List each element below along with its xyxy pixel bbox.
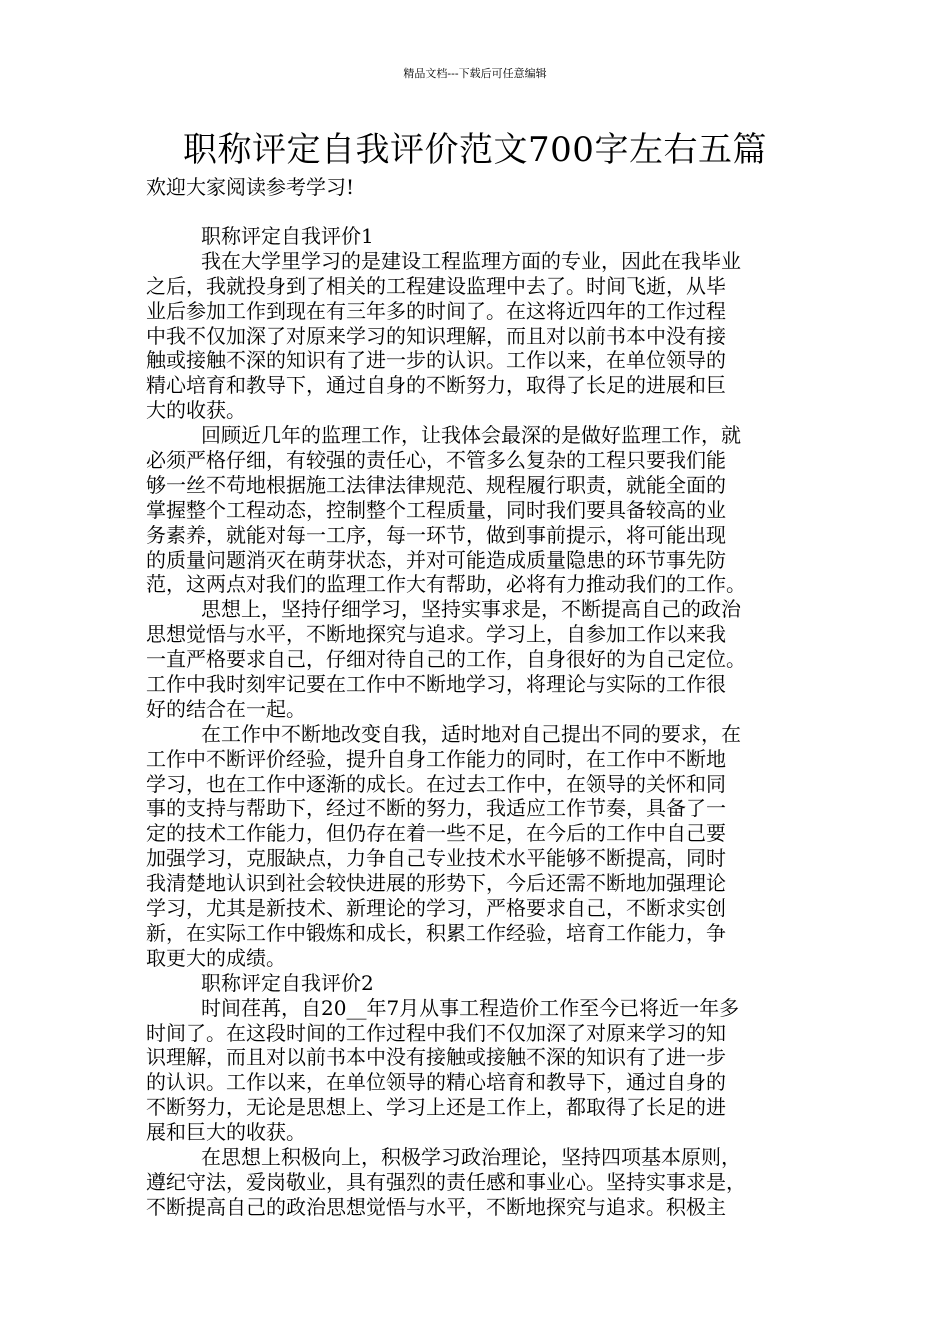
text-line: 新，在实际工作中锻炼和成长，积累工作经验，培育工作能力，争: [146, 920, 726, 945]
text-line: 的质量问题消灭在萌芽状态，并对可能造成质量隐患的环节事先防: [146, 547, 726, 572]
text-line: 遵纪守法，爱岗敬业，具有强烈的责任感和事业心。坚持实事求是，: [146, 1169, 746, 1194]
text-line: 事的支持与帮助下，经过不断的努力，我适应工作节奏，具备了一: [146, 796, 726, 821]
body-text: [146, 224, 806, 1220]
text-line: 好的结合在一起。: [146, 696, 306, 721]
text-line: 够一丝不苟地根据施工法律法律规范、规程履行职责，就能全面的: [146, 472, 726, 497]
text-line: 掌握整个工程动态，控制整个工程质量，同时我们要具备较高的业: [146, 497, 726, 522]
text-line: 识理解，而且对以前书本中没有接触或接触不深的知识有了进一步: [146, 1045, 726, 1070]
text-line: 思想上，坚持仔细学习，坚持实事求是，不断提高自己的政治: [201, 597, 741, 622]
text-line: 不断提高自己的政治思想觉悟与水平，不断地探究与追求。积极主: [146, 1194, 726, 1219]
text-line: 在工作中不断地改变自我，适时地对自己提出不同的要求，在: [201, 721, 741, 746]
text-line: 职称评定自我评价1: [201, 224, 374, 248]
text-line: 时间了。在这段时间的工作过程中我们不仅加深了对原来学习的知: [146, 1020, 726, 1045]
text-line: 加强学习，克服缺点，力争自己专业技术水平能够不断提高，同时: [146, 846, 726, 871]
text-line: 学习，也在工作中逐渐的成长。在过去工作中，在领导的关怀和同: [146, 771, 726, 796]
text-line: 定的技术工作能力，但仍存在着一些不足，在今后的工作中自己要: [146, 821, 726, 846]
text-line: 在思想上积极向上，积极学习政治理论，坚持四项基本原则，: [201, 1144, 741, 1169]
text-line: 职称评定自我评价2: [201, 970, 374, 995]
page-title: 职称评定自我评价范文700字左右五篇: [183, 130, 767, 170]
text-line: 之后，我就投身到了相关的工程建设监理中去了。时间飞逝，从毕: [146, 273, 726, 298]
text-line: 大的收获。: [146, 398, 246, 423]
text-line: 务素养，就能对每一工序，每一环节，做到事前提示，将可能出现: [146, 522, 726, 547]
text-line: 中我不仅加深了对原来学习的知识理解，而且对以前书本中没有接: [146, 323, 726, 348]
text-line: 业后参加工作到现在有三年多的时间了。在这将近四年的工作过程: [146, 298, 726, 323]
text-line: 展和巨大的收获。: [146, 1120, 306, 1145]
text-line: 精心培育和教导下，通过自身的不断努力，取得了长足的进展和巨: [146, 373, 726, 398]
text-line: 触或接触不深的知识有了进一步的认识。工作以来，在单位领导的: [146, 348, 726, 373]
text-line: 的认识。工作以来，在单位领导的精心培育和教导下，通过自身的: [146, 1070, 726, 1095]
header-note: 精品文档---下载后可任意编辑: [403, 67, 547, 80]
text-line: 取更大的成绩。: [146, 945, 286, 970]
text-line: 思想觉悟与水平，不断地探究与追求。学习上，自参加工作以来我: [146, 622, 726, 647]
text-line: 回顾近几年的监理工作，让我体会最深的是做好监理工作，就: [201, 423, 741, 448]
text-line: 我在大学里学习的是建设工程监理方面的专业，因此在我毕业: [201, 248, 741, 273]
text-line: 范，这两点对我们的监理工作大有帮助，必将有力推动我们的工作。: [146, 572, 746, 597]
text-line: 工作中不断评价经验，提升自身工作能力的同时，在工作中不断地: [146, 746, 726, 771]
text-line: 工作中我时刻牢记要在工作中不断地学习，将理论与实际的工作很: [146, 672, 726, 697]
text-line: 时间荏苒，自20__年7月从事工程造价工作至今已将近一年多: [201, 995, 740, 1020]
text-line: 学习，尤其是新技术、新理论的学习，严格要求自己，不断求实创: [146, 896, 726, 921]
welcome-line: 欢迎大家阅读参考学习!: [146, 175, 355, 199]
text-line: 必须严格仔细，有较强的责任心，不管多么复杂的工程只要我们能: [146, 448, 726, 473]
text-line: 一直严格要求自己，仔细对待自己的工作，自身很好的为自己定位。: [146, 647, 746, 672]
text-line: 不断努力，无论是思想上、学习上还是工作上，都取得了长足的进: [146, 1095, 726, 1120]
text-line: 我清楚地认识到社会较快进展的形势下，今后还需不断地加强理论: [146, 871, 726, 896]
